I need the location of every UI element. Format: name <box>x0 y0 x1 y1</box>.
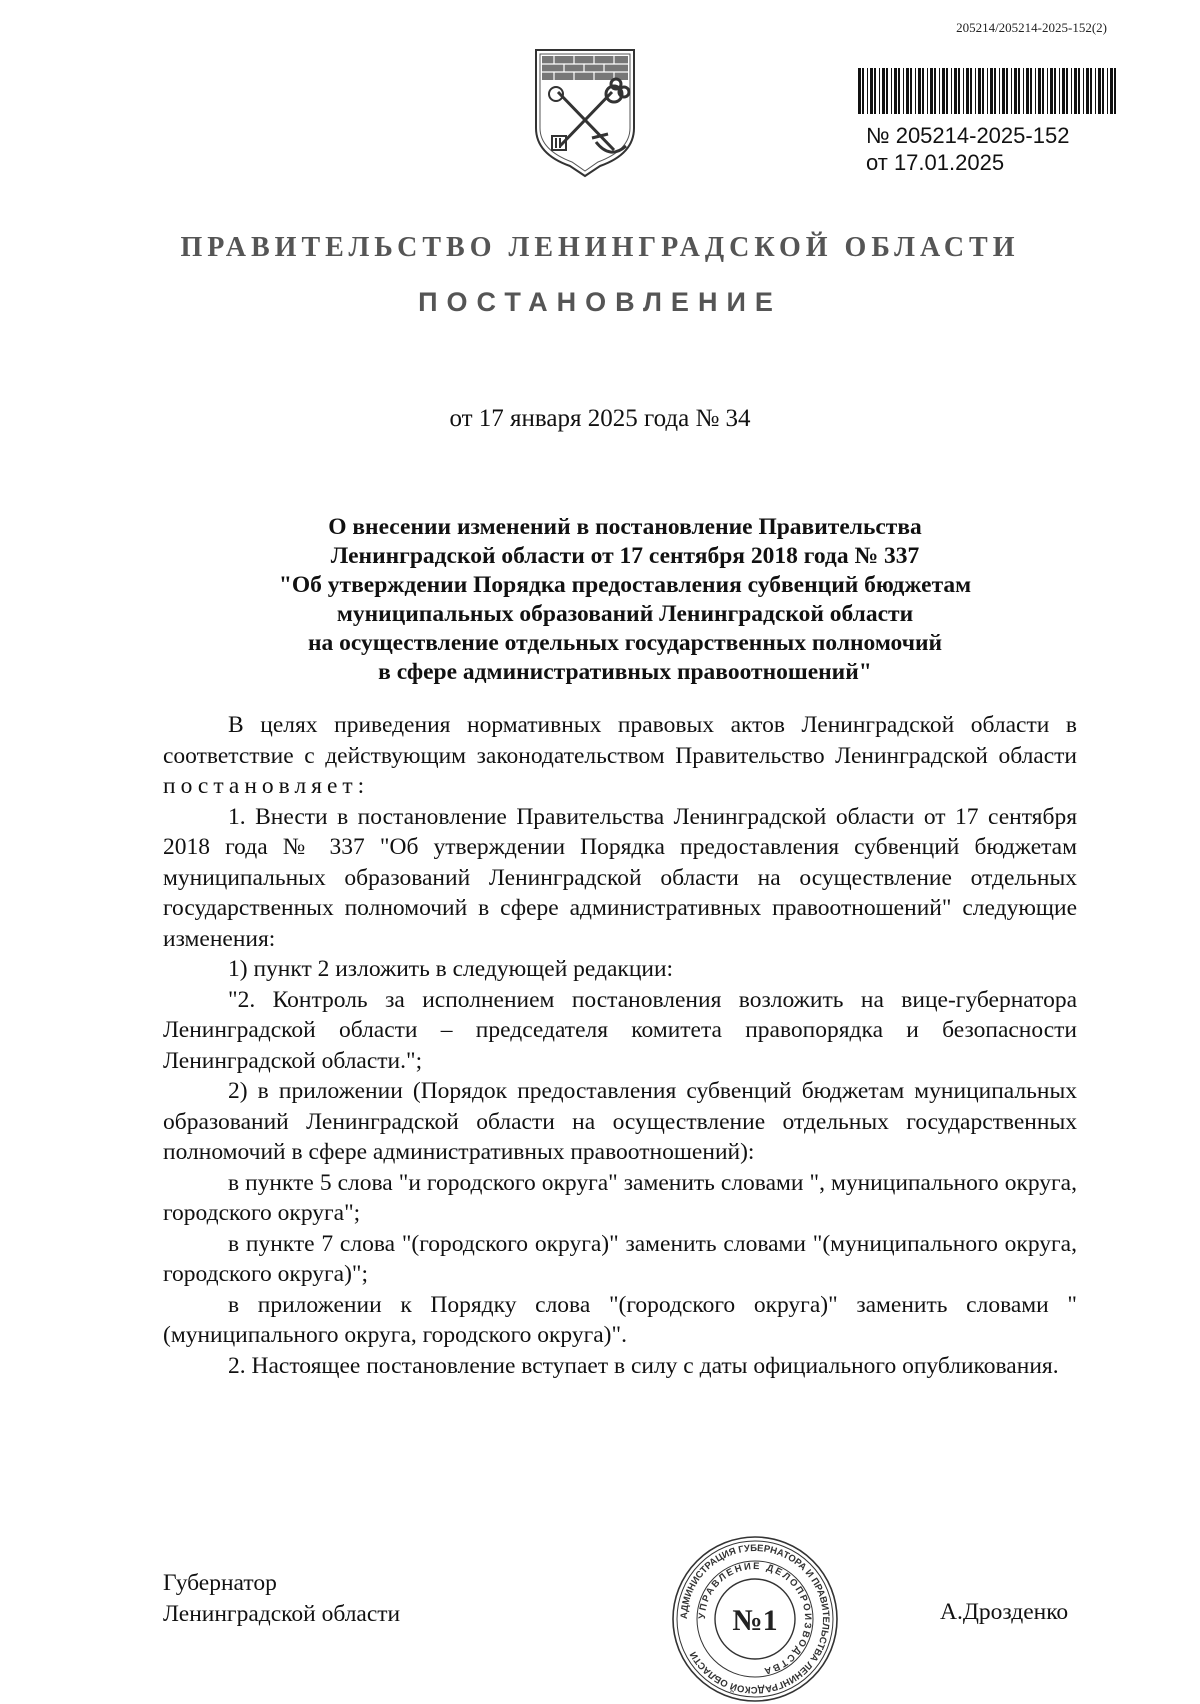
barcode-bar <box>958 68 960 114</box>
document-type-heading: ПОСТАНОВЛЕНИЕ <box>418 287 782 317</box>
document-body <box>163 710 1077 1381</box>
barcode-bar <box>1114 68 1116 114</box>
seal-ring-text: АДМИНИСТРАЦИЯ ГУБЕРНАТОРА И ПРАВИТЕЛЬСТВА ЛЕНИНГРАДСКОЙ ОБЛАСТИ <box>678 1542 832 1696</box>
barcode-bar <box>867 68 868 114</box>
document-reference: 205214/205214-2025-152(2) <box>956 20 1107 35</box>
barcode-bar <box>1074 68 1077 114</box>
barcode-bar <box>927 68 928 114</box>
preamble-verb: постановляет: <box>163 773 370 799</box>
barcode-bar <box>1066 68 1068 114</box>
barcode-bar <box>858 68 861 114</box>
title-line: на осуществление отдельных государственных полномочий <box>307 630 943 656</box>
barcode-bar <box>1098 68 1101 114</box>
barcode-bar <box>922 68 924 114</box>
registration-number: № 205214-2025-152 <box>866 123 1070 148</box>
barcode-bar <box>1006 68 1008 114</box>
barcode-bar <box>1102 68 1104 114</box>
paragraph-2: 2. Настоящее постановление вступает в силу с даты официального опубликования. <box>228 1352 1059 1379</box>
barcode-bar <box>1050 68 1053 114</box>
barcode-bar <box>970 68 972 114</box>
signatory-position <box>163 1568 400 1630</box>
title-line: "Об утверждении Порядка предоставления субвенций бюджетам <box>278 572 972 598</box>
barcode-bar <box>978 68 981 114</box>
barcode-bar <box>942 68 945 114</box>
barcode-bar <box>1090 68 1092 114</box>
preamble-text: В целях приведения нормативных правовых актов Ленинградской области в соответствие с действующим законодательством Правительство Ленинградской области <box>163 712 1077 769</box>
barcode-bar <box>975 68 976 114</box>
barcode-bar <box>963 68 964 114</box>
barcode-bar <box>999 68 1000 114</box>
paragraph-1-1: 1) пункт 2 изложить в следующей редакции: <box>228 956 674 982</box>
barcode-bar <box>951 68 952 114</box>
title-line: О внесении изменений в постановление Правительства <box>328 514 922 540</box>
paragraph-1-2: 2) в приложении (Порядок предоставления субвенций бюджетам муниципальных образований Ленинградской области на осуществление отдельных государственных полномочий в сфере административных правоотношений): <box>163 1078 1077 1165</box>
barcode-bar <box>1078 68 1080 114</box>
barcode <box>858 68 1118 114</box>
barcode-bar <box>1059 68 1060 114</box>
barcode-bar <box>954 68 957 114</box>
barcode-bar <box>870 68 873 114</box>
paragraph-1-2-a: в пункте 5 слова "и городского округа" заменить словами ", муниципального округа, городского округа"; <box>163 1169 1077 1226</box>
barcode-bar <box>1011 68 1012 114</box>
barcode-bar <box>879 68 880 114</box>
barcode-bar <box>894 68 897 114</box>
title-line: в сфере административных правоотношений" <box>378 659 872 685</box>
barcode-bar <box>994 68 996 114</box>
barcode-bar <box>1062 68 1065 114</box>
barcode-bar <box>966 68 969 114</box>
barcode-bar <box>874 68 876 114</box>
barcode-bar <box>1071 68 1072 114</box>
barcode-bar <box>891 68 892 114</box>
registration-block <box>866 122 1069 176</box>
barcode-bar <box>910 68 912 114</box>
barcode-bar <box>1054 68 1056 114</box>
barcode-bar <box>990 68 993 114</box>
barcode-bar <box>862 68 864 114</box>
barcode-bar <box>930 68 933 114</box>
barcode-bar <box>903 68 904 114</box>
barcode-bar <box>1086 68 1089 114</box>
signatory-position-line: Губернатор <box>163 1570 277 1596</box>
paragraph-1: 1. Внести в постановление Правительства Ленинградской области от 17 сентября 2018 года № 337 "Об утверждении Порядка предоставления субвенций бюджетам муниципальных образований Ленинградской области на осуществление отдельных государственных полномочий в сфере административных правоотношений" следующие изменения: <box>163 803 1077 952</box>
barcode-bar <box>1018 68 1020 114</box>
barcode-bar <box>1083 68 1084 114</box>
barcode-bar <box>1030 68 1032 114</box>
barcode-bar <box>1002 68 1005 114</box>
barcode-bar <box>934 68 936 114</box>
seal-number: №1 <box>732 1604 778 1637</box>
signatory-position-line: Ленинградской области <box>163 1601 401 1627</box>
paragraph-1-2-b: в пункте 7 слова "(городского округа)" заменить словами "(муниципального округа, городского округа)"; <box>163 1230 1077 1287</box>
barcode-bar <box>906 68 909 114</box>
barcode-bar <box>946 68 948 114</box>
paragraph-1-1-quote: "2. Контроль за исполнением постановления возложить на вице-губернатора Ленинградской области – председателя комитета правопорядка и безопасности Ленинградской области."; <box>163 986 1077 1074</box>
document-date-number: от 17 января 2025 года № 34 <box>449 405 751 432</box>
barcode-bar <box>918 68 921 114</box>
barcode-bar <box>1023 68 1024 114</box>
government-heading: ПРАВИТЕЛЬСТВО ЛЕНИНГРАДСКОЙ ОБЛАСТИ <box>180 232 1020 263</box>
document-title <box>160 513 1090 687</box>
signatory-name: А.Дрозденко <box>940 1599 1069 1625</box>
barcode-bar <box>915 68 916 114</box>
barcode-bar <box>898 68 900 114</box>
barcode-bar <box>939 68 940 114</box>
official-seal <box>670 1534 840 1704</box>
barcode-bar <box>882 68 885 114</box>
barcode-bar <box>1014 68 1017 114</box>
barcode-bar <box>1026 68 1029 114</box>
barcode-bar <box>1038 68 1041 114</box>
barcode-bar <box>1042 68 1044 114</box>
preamble-paragraph <box>163 710 1077 802</box>
paragraph-1-2-c: в приложении к Порядку слова "(городского округа)" заменить словами "(муниципального округа, городского округа)". <box>163 1291 1077 1348</box>
title-line: муниципальных образований Ленинградской области <box>336 601 914 627</box>
barcode-bar <box>1047 68 1048 114</box>
coat-of-arms-icon <box>530 42 640 180</box>
barcode-bar <box>886 68 888 114</box>
barcode-bar <box>982 68 984 114</box>
seal-inner-text: УПРАВЛЕНИЕ ДЕЛОПРОИЗВОДСТВА <box>696 1560 814 1677</box>
title-line: Ленинградской области от 17 сентября 2018 года № 337 <box>330 543 920 569</box>
barcode-bar <box>1035 68 1036 114</box>
barcode-bar <box>1110 68 1113 114</box>
barcode-bar <box>1095 68 1096 114</box>
barcode-bar <box>987 68 988 114</box>
barcode-bar <box>1107 68 1108 114</box>
registration-date: от 17.01.2025 <box>866 150 1005 175</box>
